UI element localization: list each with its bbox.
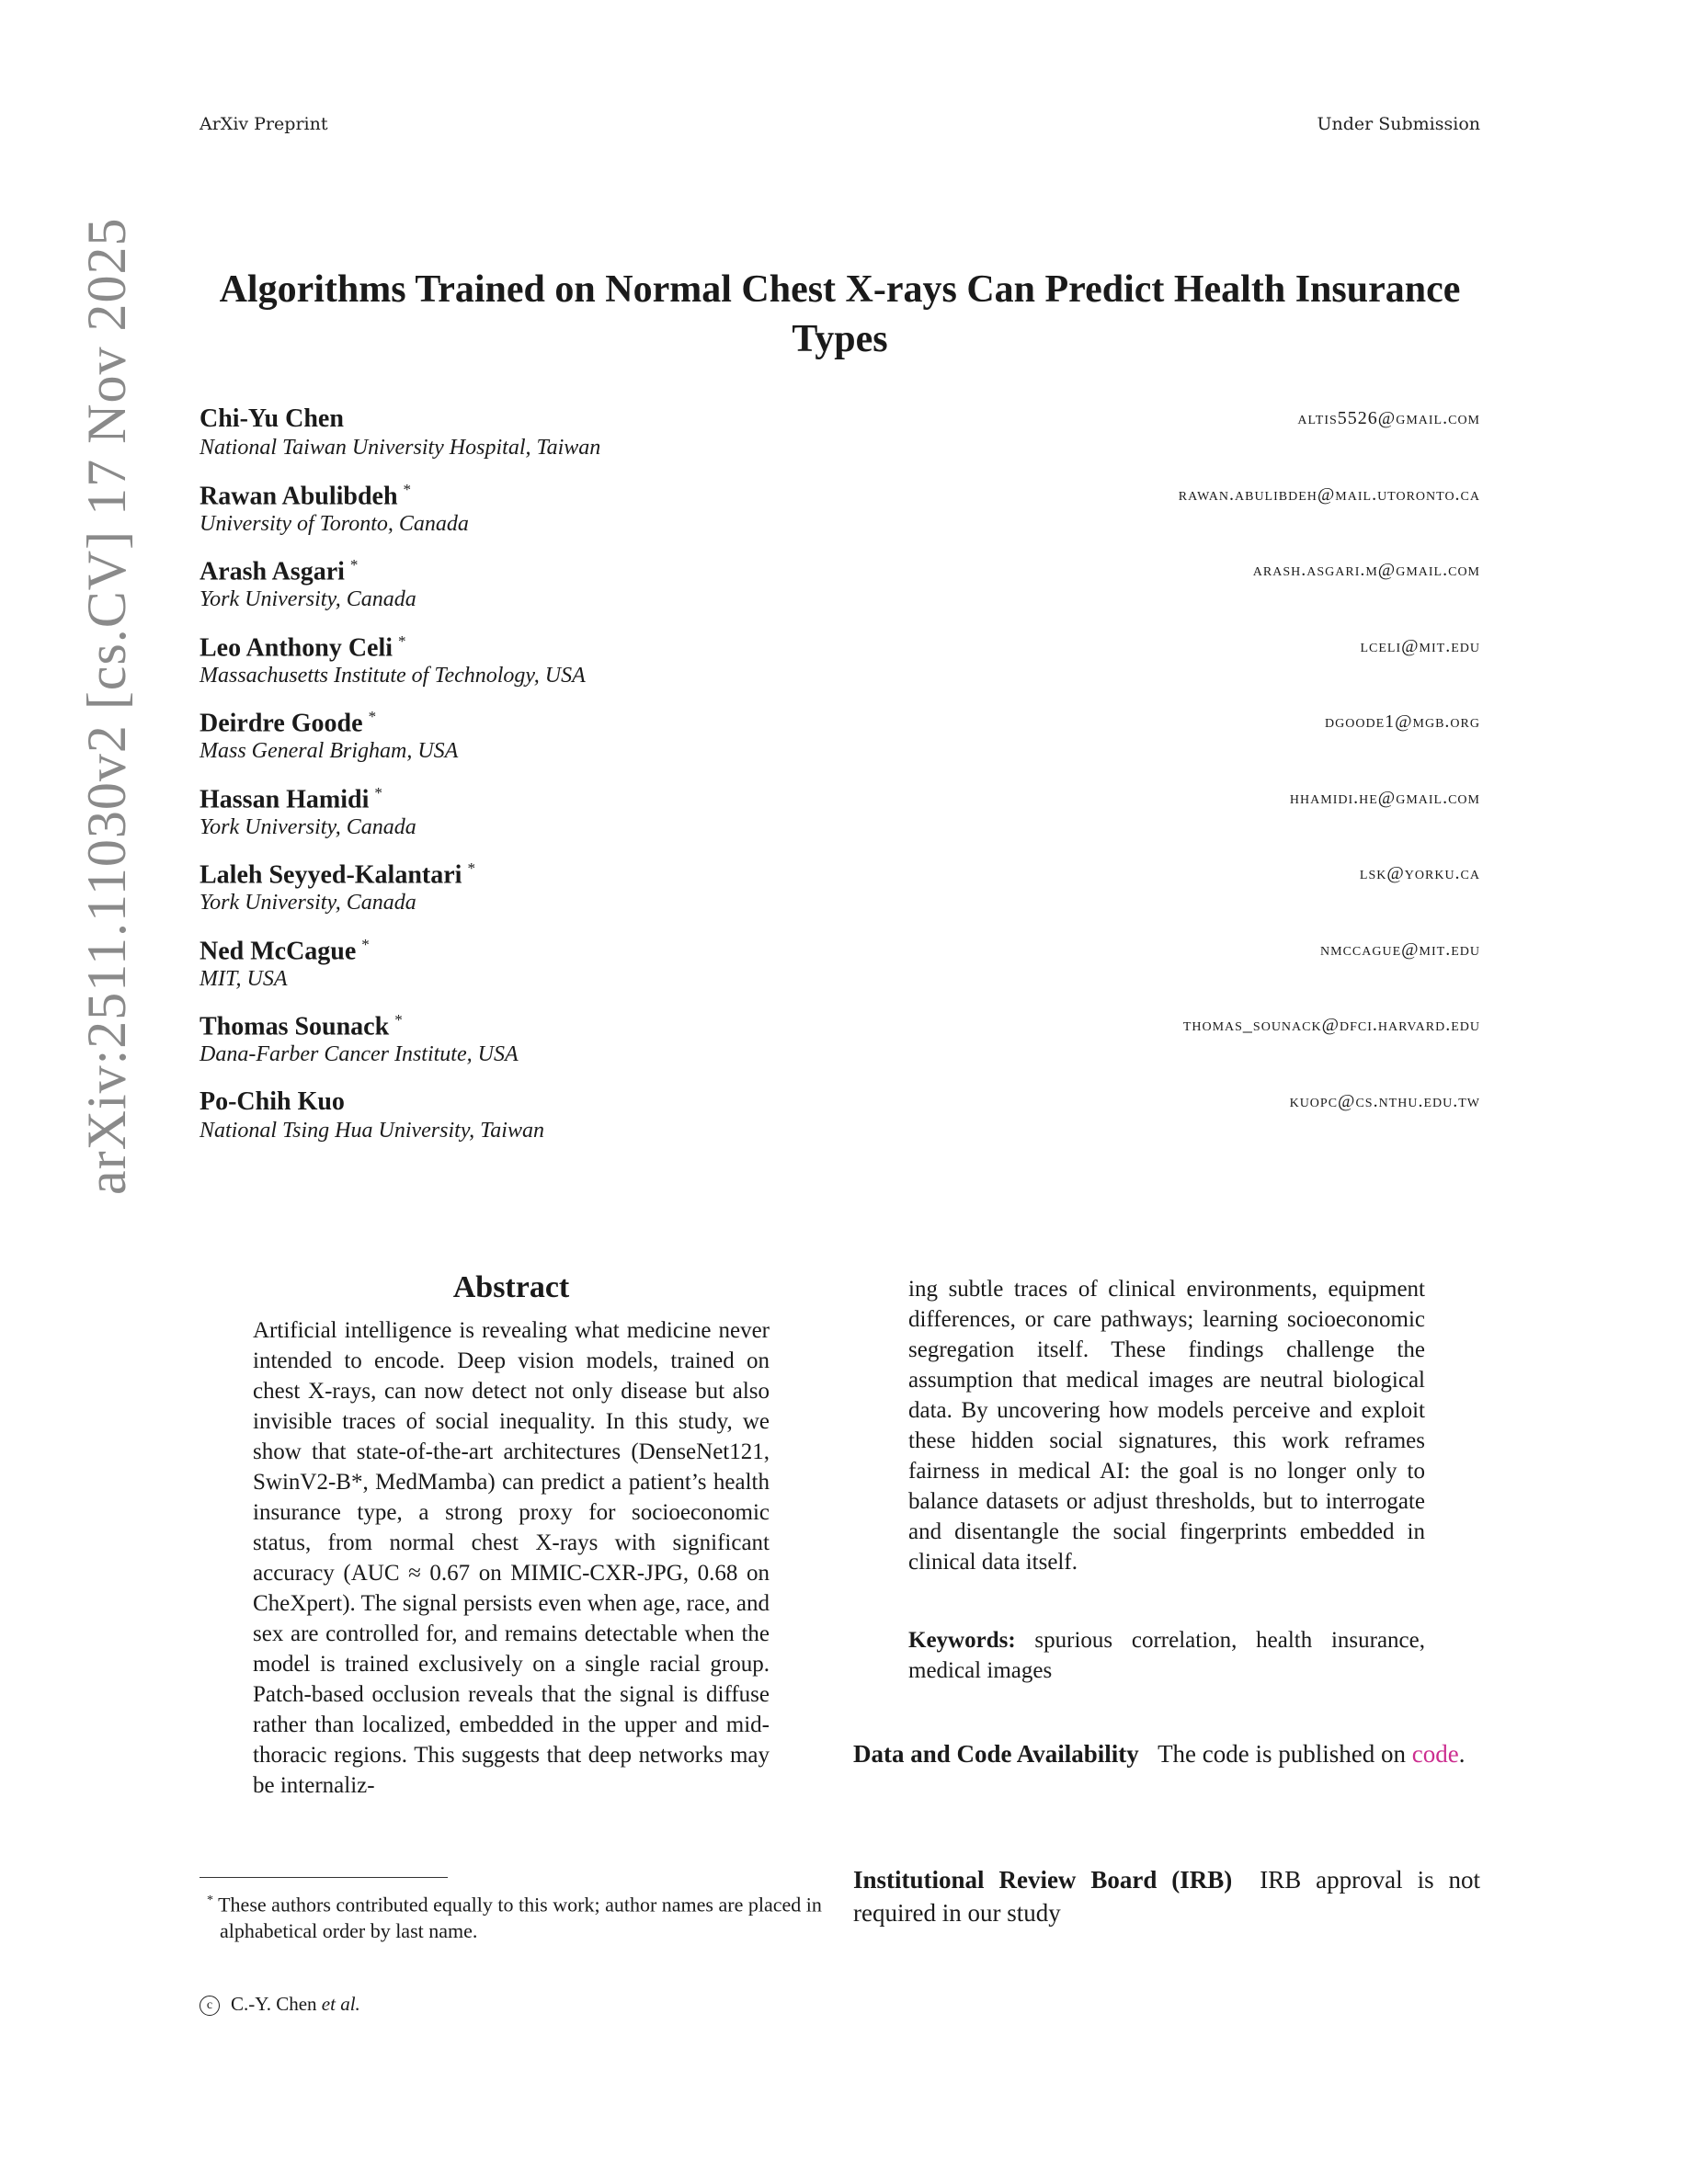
author-block	[200, 859, 1480, 933]
irb-section	[853, 1863, 1480, 1929]
author-equal-contrib-mark: *	[398, 631, 406, 650]
author-block	[200, 481, 1480, 554]
author-block	[200, 1087, 1480, 1161]
footnote	[200, 1887, 852, 1944]
author-name	[200, 481, 411, 511]
author-equal-contrib-mark: *	[349, 556, 359, 574]
author-affiliation: MIT, USA	[200, 966, 288, 991]
author-affiliation: York University, Canada	[200, 891, 416, 915]
author-name	[200, 1087, 345, 1117]
author-email[interactable]: thomas_sounack@dfci.harvard.edu	[1182, 1015, 1480, 1035]
author-email[interactable]: hhamidi.he@gmail.com	[1289, 787, 1480, 808]
footnote-mark: *	[207, 1894, 213, 1907]
author-name	[200, 556, 358, 586]
author-email[interactable]: lceli@mit.edu	[1360, 635, 1480, 656]
author-name-text: Thomas Sounack	[200, 1012, 390, 1041]
paper-title: Algorithms Trained on Normal Chest X-rays Can Predict Health Insurance Types	[219, 268, 1461, 360]
author-email[interactable]: arash.asgari.m@gmail.com	[1252, 560, 1480, 580]
author-name-text: Ned McCague	[200, 936, 357, 965]
author-email[interactable]: rawan.abulibdeh@mail.utoronto.ca	[1178, 483, 1480, 505]
running-header-right: Under Submission	[1317, 114, 1480, 134]
author-equal-contrib-mark: *	[361, 935, 370, 953]
data-code-section	[853, 1737, 1480, 1770]
irb-heading: Institutional Review Board (IRB)	[853, 1866, 1233, 1894]
author-affiliation: Mass General Brigham, USA	[200, 739, 459, 763]
author-name	[200, 784, 382, 814]
author-affiliation: National Tsing Hua University, Taiwan	[200, 1118, 544, 1143]
author-block	[200, 404, 1480, 478]
author-name-text: Laleh Seyyed-Kalantari	[200, 860, 462, 890]
author-affiliation: Massachusetts Institute of Technology, USA	[200, 663, 586, 688]
irb-text: IRB approval is not required in our study	[853, 1866, 1481, 1927]
data-code-end: .	[1458, 1740, 1466, 1768]
running-header-left: ArXiv Preprint	[200, 114, 328, 134]
author-block	[200, 556, 1480, 630]
author-name	[200, 936, 370, 966]
copyright-line	[200, 1993, 360, 2016]
author-name-text: Deirdre Goode	[200, 709, 363, 738]
author-name	[200, 708, 376, 738]
author-email[interactable]: nmccague@mit.edu	[1320, 938, 1480, 960]
code-link[interactable]: code	[1411, 1740, 1459, 1768]
keywords	[908, 1625, 1425, 1686]
author-email[interactable]: dgoode1@mgb.org	[1325, 711, 1480, 732]
abstract-text-left: Artificial intelligence is revealing what medicine never intended to encode. Deep vision models, trained on chest X-rays, can now detect not only disease but also invisible traces of social inequality. In this study, we show that state-of-the-art architectures (DenseNet121, SwinV2-B*, MedMamba) can predict a patient’s health insurance type, a strong proxy for socioeconomic status, from normal chest X-rays with significant accuracy (AUC ≈ 0.67 on MIMIC-CXR-JPG, 0.68 on CheXpert). The signal persists even when age, race, and sex are controlled for, and remains detectable when the model is trained exclusively on a single racial group. Patch-based occlusion reveals that the signal is diffuse rather than localized, embedded in the upper and mid-thoracic regions. This suggests that deep networks may be internaliz-	[253, 1318, 770, 1798]
author-affiliation: University of Toronto, Canada	[200, 511, 469, 536]
author-equal-contrib-mark: *	[403, 480, 412, 498]
data-code-text: The code is published on	[1158, 1740, 1407, 1768]
keywords-label: Keywords:	[908, 1628, 1016, 1653]
author-name	[200, 1011, 403, 1041]
author-name-text: Arash Asgari	[200, 557, 345, 586]
author-block	[200, 784, 1480, 858]
author-name	[200, 404, 344, 434]
author-block	[200, 1011, 1480, 1085]
keywords-text: spurious correlation, health insurance, medical images	[908, 1628, 1425, 1683]
author-name-text: Hassan Hamidi	[200, 784, 370, 813]
author-affiliation: York University, Canada	[200, 587, 416, 611]
copyright-names: C.-Y. Chen	[231, 1993, 317, 2015]
copyright-etal: et al.	[321, 1993, 360, 2015]
author-equal-contrib-mark: *	[374, 783, 382, 802]
abstract-heading: Abstract	[452, 1270, 570, 1304]
author-email[interactable]: lsk@yorku.ca	[1359, 863, 1480, 883]
author-name	[200, 632, 406, 663]
author-affiliation: Dana-Farber Cancer Institute, USA	[200, 1042, 519, 1066]
author-block	[200, 708, 1480, 781]
footnote-text: These authors contributed equally to this work; author names are placed in alphabetical order by last name.	[218, 1893, 822, 1943]
copyright-icon: c	[200, 1996, 220, 2016]
author-name-text: Leo Anthony Celi	[200, 632, 393, 662]
data-code-heading: Data and Code Availability	[853, 1740, 1139, 1768]
author-name-text: Chi-Yu Chen	[200, 404, 344, 433]
abstract-text-right: ing subtle traces of clinical environments, equipment differences, or care pathways; learning socioeconomic segregation itself. These findings challenge the assumption that medical images are neutral biological data. By uncovering how models perceive and exploit these hidden social signatures, this work reframes fairness in medical AI: the goal is no longer only to balance datasets or adjust thresholds, but to interrogate and disentangle the social fingerprints embedded in clinical data itself.	[908, 1277, 1425, 1575]
author-name	[200, 859, 475, 890]
footnote-rule	[200, 1877, 448, 1878]
author-affiliation: National Taiwan University Hospital, Taiwan	[200, 436, 601, 460]
author-name-text: Po-Chih Kuo	[200, 1086, 345, 1116]
author-equal-contrib-mark: *	[394, 1011, 403, 1029]
author-name-text: Rawan Abulibdeh	[200, 481, 398, 510]
author-block	[200, 936, 1480, 1009]
author-equal-contrib-mark: *	[368, 708, 377, 725]
author-equal-contrib-mark: *	[467, 859, 475, 877]
author-email[interactable]: kuopc@cs.nthu.edu.tw	[1289, 1090, 1480, 1111]
author-block	[200, 632, 1480, 706]
author-email[interactable]: altis5526@gmail.com	[1297, 408, 1480, 428]
arxiv-watermark: arXiv:2511.11030v2 [cs.CV] 17 Nov 2025	[76, 217, 137, 1195]
author-affiliation: York University, Canada	[200, 814, 416, 839]
